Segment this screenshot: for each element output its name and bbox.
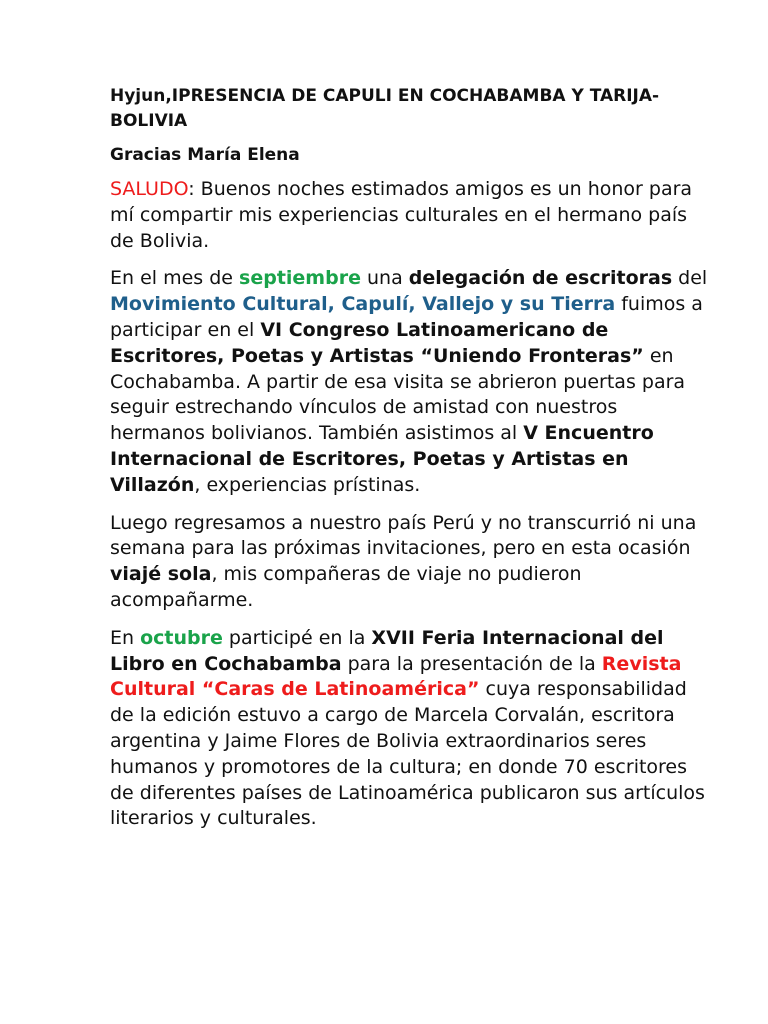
text-segment: participé en la	[222, 626, 372, 649]
paragraph-septiembre	[110, 266, 710, 498]
saludo-label: SALUDO	[110, 178, 189, 200]
month-septiembre: septiembre	[239, 267, 361, 290]
viaje-sola: viajé sola	[110, 563, 212, 586]
text-segment: en Cochabamba. A partir de esa visita se abrieron puertas para seguir estrechando vínculos de amistad con nuestros hermanos bolivianos. También asistimos al	[110, 344, 686, 445]
paragraph-saludo	[110, 177, 710, 254]
revista-name: Revista Cultural “Caras de Latinoamérica”	[110, 652, 682, 701]
thanks-line: Gracias María Elena	[110, 145, 300, 165]
text-segment: para la presentación de la	[341, 652, 602, 675]
text-segment: , mis compañeras de viaje no pudieron acompañarme.	[110, 563, 582, 611]
text-segment: Luego regresamos a nuestro país Perú y no transcurrió ni una semana para las próximas invitaciones, pero en esta ocasión	[110, 511, 697, 560]
saludo-text: : Buenos noches estimados amigos es un honor para mí compartir mis experiencias culturales en el hermano país de Bolivia.	[110, 178, 693, 252]
text-segment: cuya responsabilidad de la edición estuvo a cargo de Marcela Corvalán, escritora argentina y Jaime Flores de Bolivia extraordinarios seres humanos y promotores de la cultura; en donde 70 escritores de diferentes países de Latinoamérica publicaron sus artículos literarios y culturales.	[110, 678, 705, 830]
paragraph-octubre	[110, 626, 710, 832]
month-octubre: octubre	[140, 626, 223, 649]
text-segment: En	[110, 626, 141, 649]
paragraph-regreso	[110, 511, 710, 614]
text-segment: una	[360, 267, 409, 290]
delegacion-text: delegación de escritoras	[408, 267, 673, 290]
document-title: Hyjun,IPRESENCIA DE CAPULI EN COCHABAMBA Y TARIJA- BOLIVIA	[110, 86, 660, 131]
text-segment: fuimos a participar en el	[110, 293, 703, 341]
congreso-name: VI Congreso Latinoamericano de Escritores, Poetas y Artistas “Uniendo Fronteras”	[110, 318, 644, 367]
encuentro-name: V Encuentro Internacional de Escritores, Poetas y Artistas en Villazón	[110, 422, 654, 496]
text-segment: del	[672, 267, 708, 290]
text-segment: , experiencias prístinas.	[194, 473, 421, 496]
document-body	[110, 84, 710, 844]
text-segment: En el mes de	[110, 267, 240, 290]
movimiento-name: Movimiento Cultural, Capulí, Vallejo y su Tierra	[110, 293, 616, 316]
feria-name: XVII Feria Internacional del Libro en Cochabamba	[110, 626, 664, 675]
